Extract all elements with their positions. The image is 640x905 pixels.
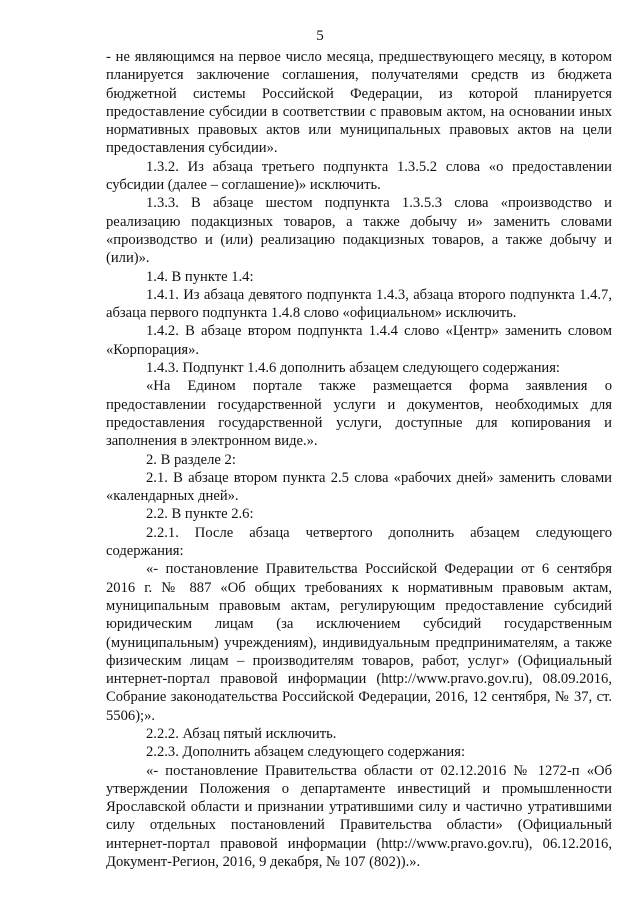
paragraph: 2.1. В абзаце втором пункта 2.5 слова «рабочих дней» заменить словами «календарных дней». xyxy=(106,469,612,505)
page-number: 5 xyxy=(316,28,324,44)
paragraph: 1.4.3. Подпункт 1.4.6 дополнить абзацем следующего содержания: xyxy=(146,360,560,377)
paragraph: «- постановление Правительства Российской Федерации от 6 сентября 2016 г. № 887 «Об общих требованиях к нормативным правовым актам, муниципальным правовым актам, регулирующим предоставление субсидий юридическим лицам (за исключением субсидий государственным (муниципальным) учреждениям), индивидуальным предпринимателям, а также физическим лицам – производителям товаров, работ, услуг» (Официальный интернет-портал правовой информации (http://www.pravo.gov.ru), 08.09.2016, Собрание законодательства Российской Федерации, 2016, 12 сентября, № 37, ст. 5506);». xyxy=(106,561,612,724)
paragraph: 1.4.1. Из абзаца девятого подпункта 1.4.3, абзаца второго подпункта 1.4.7, абзаца первого подпункта 1.4.8 слово «официальном» исключить. xyxy=(106,286,612,322)
paragraph: 2.2.1. После абзаца четвертого дополнить абзацем следующего содержания: xyxy=(106,524,612,560)
paragraph: 2. В разделе 2: xyxy=(146,451,236,468)
paragraph: - не являющимся на первое число месяца, предшествующего месяцу, в котором планируется заключение соглашения, получателями средств из бюджета бюджетной системы Российской Федерации, из которой планируется предоставление субсидии в соответствии с правовым актом, на основании иных нормативных правовых актов или муниципальных правовых актов на цели предоставления субсидии». xyxy=(106,49,612,157)
paragraph: 2.2. В пункте 2.6: xyxy=(146,506,254,523)
paragraph: 1.4. В пункте 1.4: xyxy=(146,268,254,285)
paragraph: 1.4.2. В абзаце втором подпункта 1.4.4 слово «Центр» заменить словом «Корпорация». xyxy=(106,323,612,358)
paragraph: «- постановление Правительства области от 02.12.2016 № 1272-п «Об утверждении Положения о департаменте инвестиций и промышленности Ярославской области и признании утратившими силу и частично утратившими силу отдельных постановлений Правительства области» (Официальный интернет-портал правовой информации (http://www.pravo.gov.ru), 06.12.2016, Документ-Регион, 2016, 9 декабря, № 107 (802)).». xyxy=(106,762,612,871)
document-body xyxy=(106,48,612,871)
paragraph: 2.2.2. Абзац пятый исключить. xyxy=(146,725,337,742)
paragraph: 1.3.3. В абзаце шестом подпункта 1.3.5.3 слова «производство и реализацию подакцизных товаров, а также добычу и» заменить словами «производство и (или) реализацию подакцизных товаров, а также добычу и (или)». xyxy=(106,195,612,267)
paragraph: «На Едином портале также размещается форма заявления о предоставлении государственной услуги и документов, необходимых для предоставления государственной услуги, доступные для копирования и заполнения в электронном виде.». xyxy=(106,378,612,450)
paragraph: 2.2.3. Дополнить абзацем следующего содержания: xyxy=(146,744,466,761)
paragraph: 1.3.2. Из абзаца третьего подпункта 1.3.5.2 слова «о предоставлении субсидии (далее – соглашение)» исключить. xyxy=(106,158,612,194)
